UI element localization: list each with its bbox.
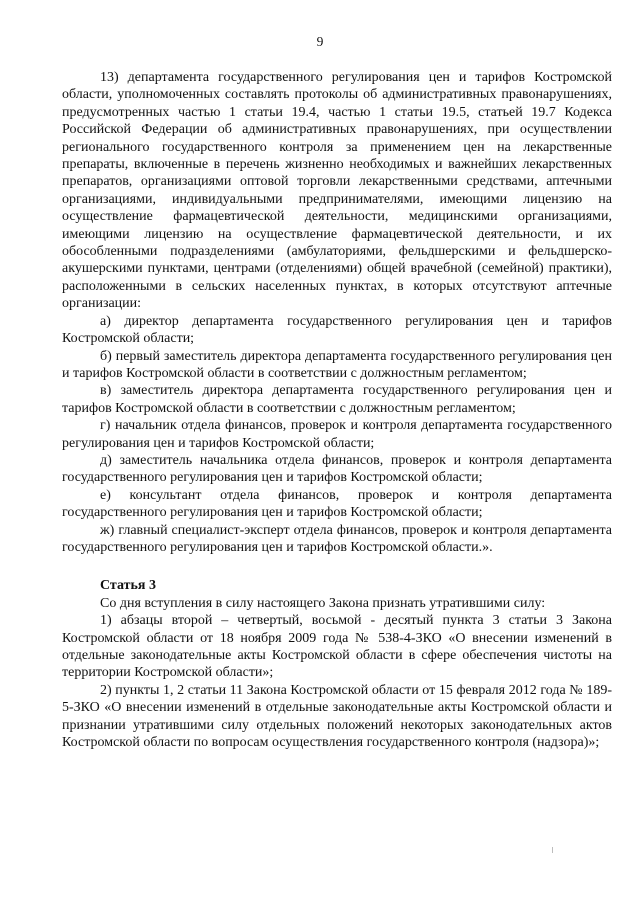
paragraph-item-13: 13) департамента государственного регулирования цен и тарифов Костромской области, уполномоченных составлять протоколы об административных правонарушениях, предусмотренных частью 1 статьи 19.4, частью 1 статьи 19.5, статьей 19.7 Кодекса Российской Федерации об административных правонарушениях, при осуществлении регионального государственного контроля за применением цен на лекарственные препараты, включенные в перечень жизненно необходимых и важнейших лекарственных препаратов, организациями оптовой торговли лекарственными средствами, аптечными организациями, индивидуальными предпринимателями, имеющими лицензию на осуществление фармацевтической деятельности, медицинскими организациями, имеющими лицензию на осуществление фармацевтической деятельности, и их обособленными подразделениями (амбулаториями, фельдшерскими и фельдшерско-акушерскими пунктами, центрами (отделениями) общей врачебной (семейной) практики), расположенными в сельских населенных пунктах, в которых отсутствуют аптечные организации: — [62, 70, 612, 312]
article-item-1: 1) абзацы второй – четвертый, восьмой - десятый пункта 3 статьи 3 Закона Костромской области от 18 ноября 2009 года № 538-4-ЗКО «О внесении изменений в отдельные законодательные акты Костромской области в сфере обеспечения чистоты на территории Костромской области»; — [62, 613, 612, 681]
scan-mark — [552, 847, 553, 853]
paragraph-subitem-d: д) заместитель начальника отдела финансов, проверок и контроля департамента государственного регулирования цен и тарифов Костромской области; — [62, 452, 612, 486]
article-intro: Со дня вступления в силу настоящего Закона признать утратившими силу: — [100, 595, 546, 611]
document-body — [62, 69, 612, 751]
paragraph-subitem-g: г) начальник отдела финансов, проверок и контроля департамента государственного регулирования цен и тарифов Костромской области; — [62, 418, 612, 451]
paragraph-subitem-v: в) заместитель директора департамента государственного регулирования цен и тарифов Костромской области в соответствии с должностным регламентом; — [62, 383, 612, 416]
paragraph-subitem-e: е) консультант отдела финансов, проверок и контроля департамента государственного регулирования цен и тарифов Костромской области; — [62, 487, 612, 521]
section-gap — [62, 556, 612, 577]
article-title: Статья 3 — [100, 578, 156, 594]
paragraph-subitem-a: а) директор департамента государственного регулирования цен и тарифов Костромской области; — [62, 313, 612, 347]
paragraph-subitem-zh: ж) главный специалист-эксперт отдела финансов, проверок и контроля департамента государственного регулирования цен и тарифов Костромской области.». — [62, 522, 612, 555]
paragraph-subitem-b: б) первый заместитель директора департамента государственного регулирования цен и тарифов Костромской области в соответствии с должностным регламентом; — [62, 348, 612, 381]
article-item-2: 2) пункты 1, 2 статьи 11 Закона Костромской области от 15 февраля 2012 года № 189-5-ЗКО «О внесении изменений в отдельные законодательные акты Костромской области и признании утратившими силу отдельных положений некоторых законодательных актов Костромской области по вопросам осуществления государственного контроля (надзора)»; — [62, 682, 612, 751]
page-number: 9 — [316, 34, 324, 49]
